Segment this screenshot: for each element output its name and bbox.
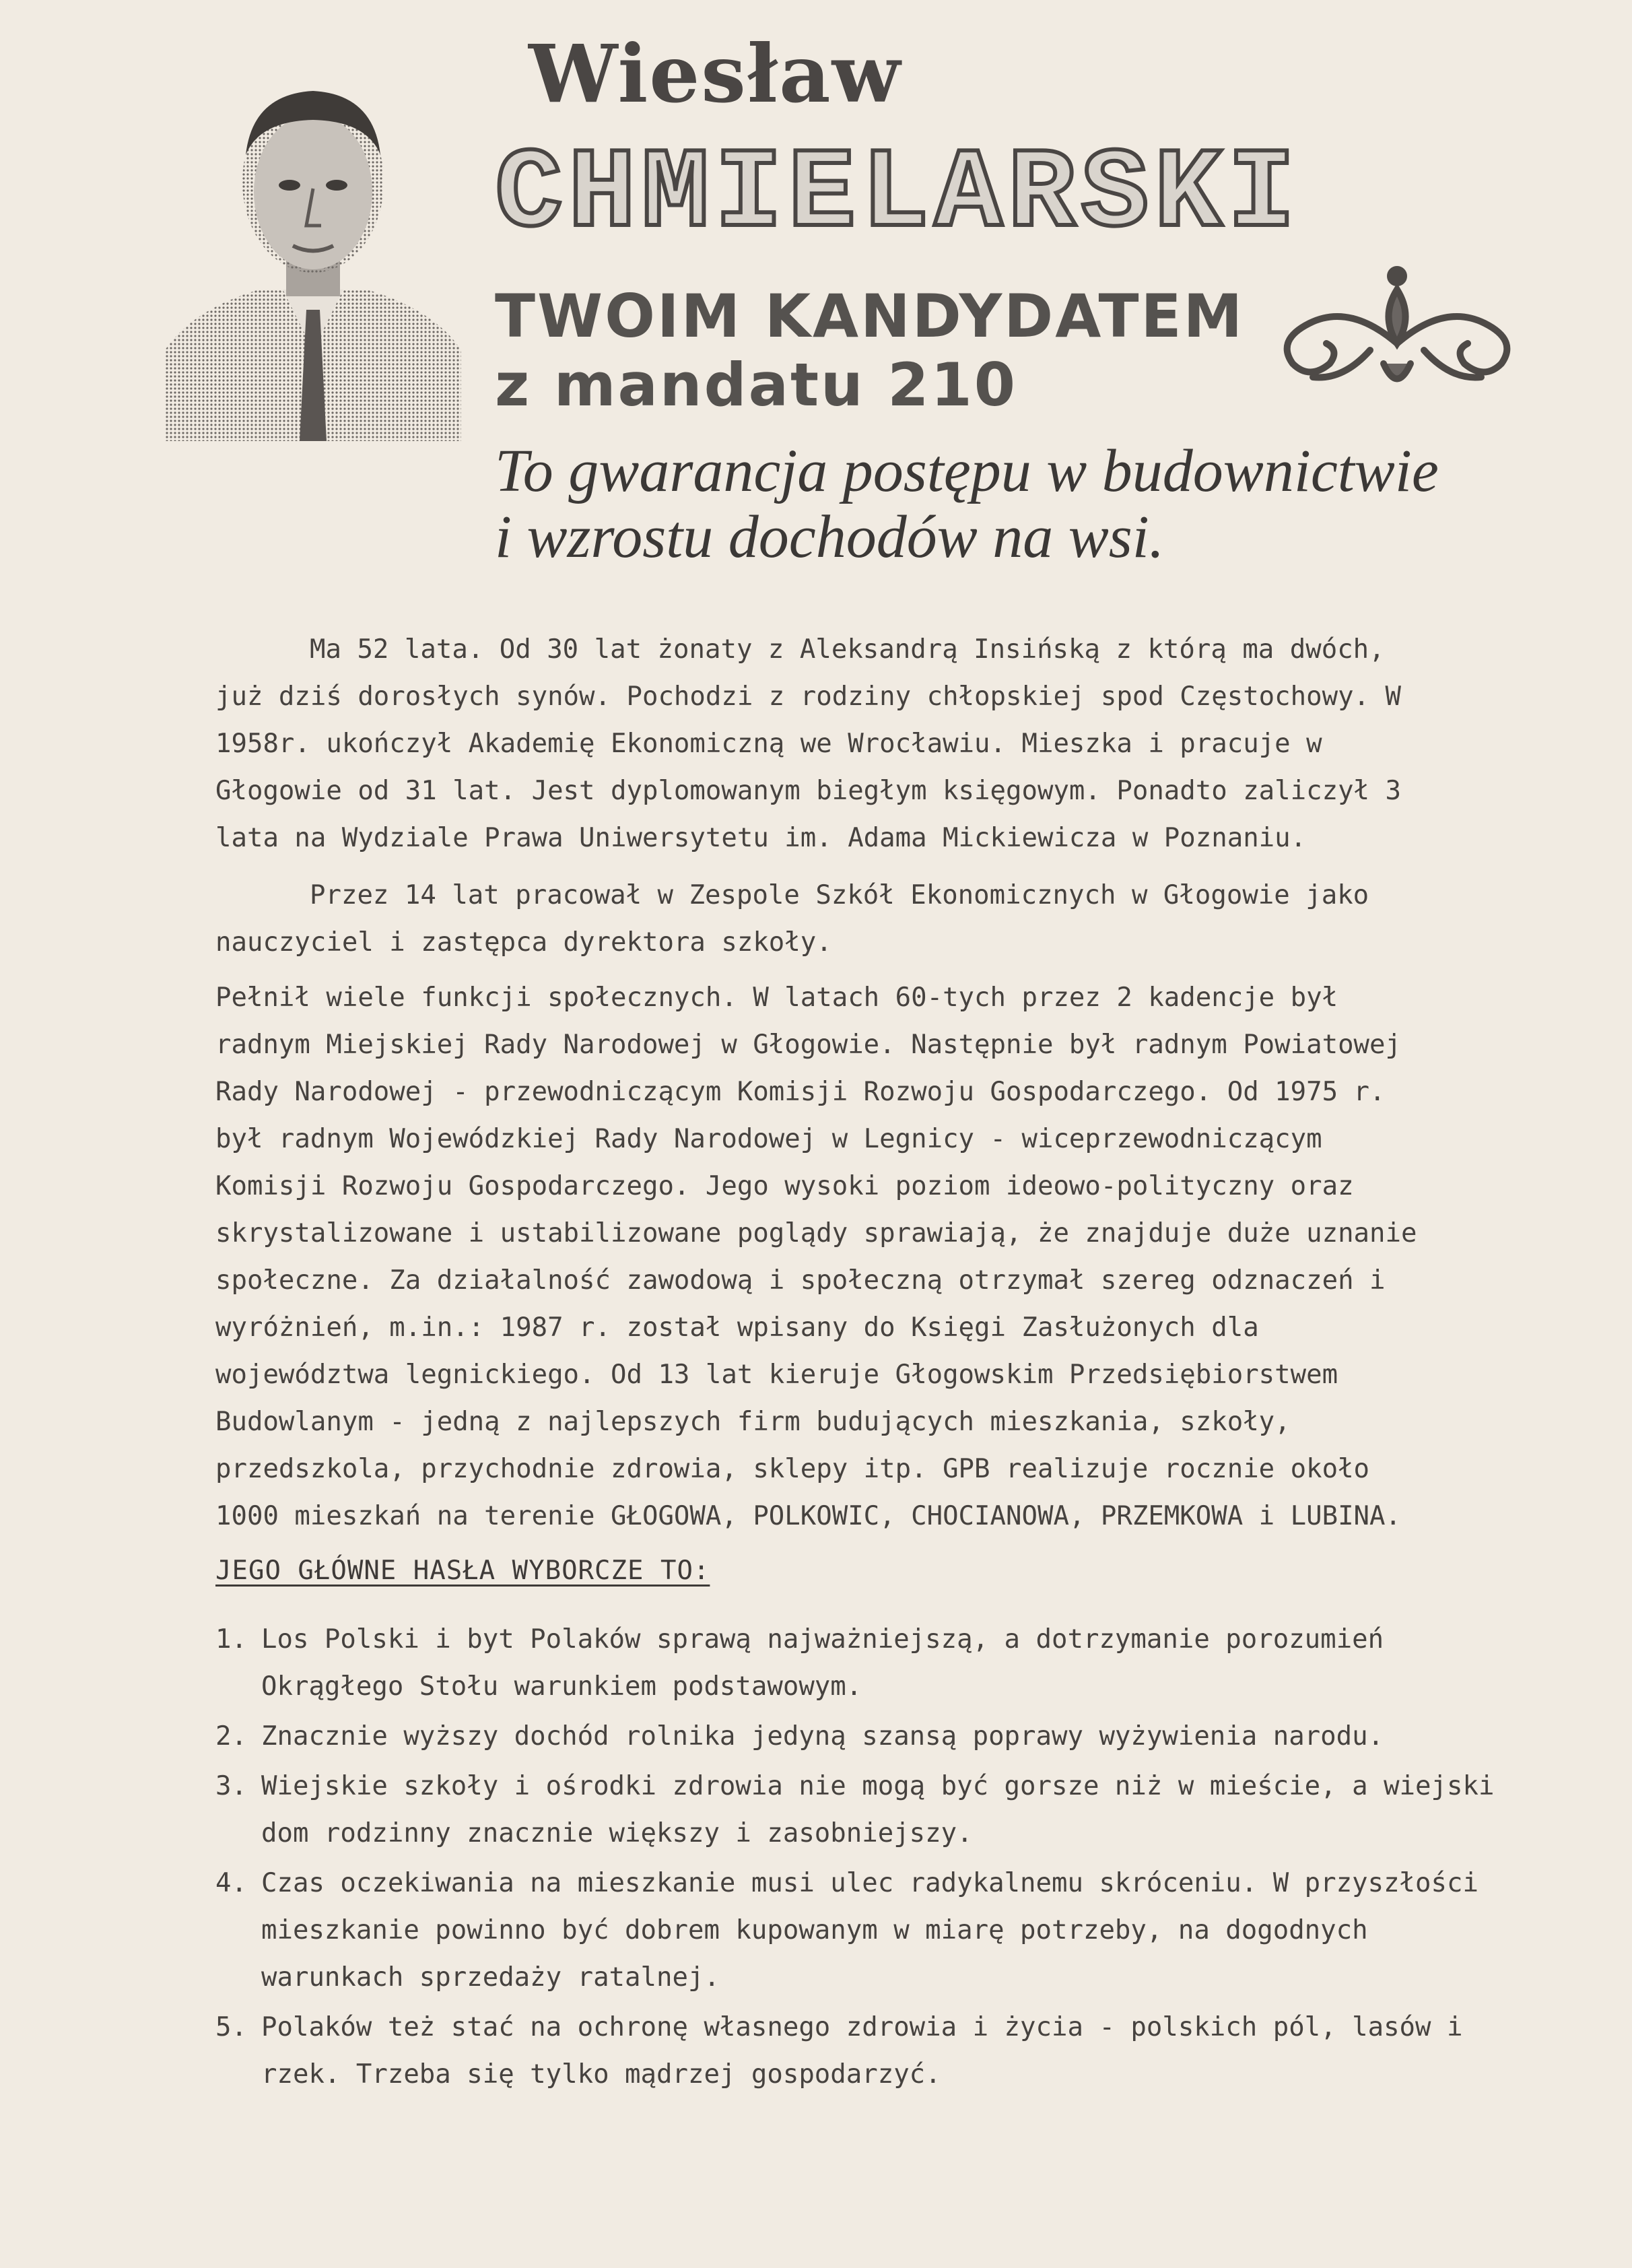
list-item [215, 1860, 1495, 2001]
goal-text: Wiejskie szkoły i ośrodki zdrowia nie mogą być gorsze niż w mieście, a wiejski dom rodzinny znacznie większy i zasobniejszy. [261, 1771, 1495, 1848]
candidate-line-2: z mandatu 210 [495, 350, 1017, 420]
candidate-first-name: Wiesław [529, 27, 902, 121]
list-item [215, 2004, 1495, 2098]
goal-text: Znacznie wyższy dochód rolnika jedyną szansą poprawy wyżywienia narodu. [261, 1721, 1384, 1752]
goal-number: 3. [215, 1771, 247, 1801]
slogan-line-2: i wzrostu dochodów na wsi. [495, 504, 1165, 570]
bio-paragraph-2 [215, 872, 1441, 966]
bio-paragraph-1-text: Ma 52 lata. Od 30 lat żonaty z Aleksandrą Insińską z którą ma dwóch, już dziś dorosłych synów. Pochodzi z rodziny chłopskiej spod Częstochowy. W 1958r. ukończył Akademię Ekonomiczną we Wrocławiu. Mieszka i pracuje w Głogowie od 31 lat. Jest dyplomowanym biegłym księgowym. Ponadto zaliczył 3 lata na Wydziale Prawa Uniwersytetu im. Adama Mickiewicza w Poznaniu. [215, 634, 1401, 853]
goal-text: Czas oczekiwania na mieszkanie musi ulec radykalnemu skróceniu. W przyszłości mieszkanie powinno być dobrem kupowanym w miarę potrzeby, na dogodnych warunkach sprzedaży ratalnej. [261, 1868, 1478, 1993]
candidate-portrait [165, 67, 461, 441]
goal-number: 1. [215, 1624, 247, 1655]
decorative-ornament-icon [1262, 263, 1532, 397]
goal-text: Polaków też stać na ochronę własnego zdrowia i życia - polskich pól, lasów i rzek. Trzeba się tylko mądrzej gospodarzyć. [261, 2012, 1463, 2090]
candidate-last-name: CHMIELARSKI [495, 131, 1301, 259]
goal-number: 2. [215, 1721, 247, 1752]
goals-list [215, 1616, 1495, 2101]
list-item [215, 1763, 1495, 1857]
bio-paragraph-3 [215, 974, 1441, 1540]
bio-paragraph-1 [215, 626, 1441, 862]
goal-text: Los Polski i byt Polaków sprawą najważniejszą, a dotrzymanie porozumień Okrągłego Stołu warunkiem podstawowym. [261, 1624, 1384, 1702]
goals-heading: JEGO GŁÓWNE HASŁA WYBORCZE TO: [215, 1556, 710, 1586]
goal-number: 4. [215, 1868, 247, 1898]
bio-paragraph-2-text: Przez 14 lat pracował w Zespole Szkół Ekonomicznych w Głogowie jako nauczyciel i zastępca dyrektora szkoły. [215, 880, 1369, 958]
goal-number: 5. [215, 2012, 247, 2042]
list-item [215, 1616, 1495, 1710]
candidate-line-1: TWOIM KANDYDATEM [495, 281, 1245, 351]
bio-paragraph-3-text: Pełnił wiele funkcji społecznych. W latach 60-tych przez 2 kadencje był radnym Miejskiej Rady Narodowej w Głogowie. Następnie był radnym Powiatowej Rady Narodowej - przewodniczącym Komisji Rozwoju Gospodarczego. Od 1975 r. był radnym Wojewódzkiej Rady Narodowej w Legnicy - wiceprzewodniczącym Komisji Rozwoju Gospodarczego. Jego wysoki poziom ideowo-polityczny oraz skrystalizowane i ustabilizowane poglądy sprawiają, że znajduje duże uznanie społeczne. Za działalność zawodową i społeczną otrzymał szereg odznaczeń i wyróżnień, m.in.: 1987 r. został wpisany do Księgi Zasłużonych dla województwa legnickiego. Od 13 lat kieruje Głogowskim Przedsiębiorstwem Budowlanym - jedną z najlepszych firm budujących mieszkania, szkoły, przedszkola, przychodnie zdrowia, sklepy itp. GPB realizuje rocznie około 1000 mieszkań na terenie GŁOGOWA, POLKOWIC, CHOCIANOWA, PRZEMKOWA i LUBINA. [215, 982, 1417, 1531]
slogan-line-1: To gwarancja postępu w budownictwie [495, 438, 1439, 504]
list-item [215, 1713, 1495, 1760]
